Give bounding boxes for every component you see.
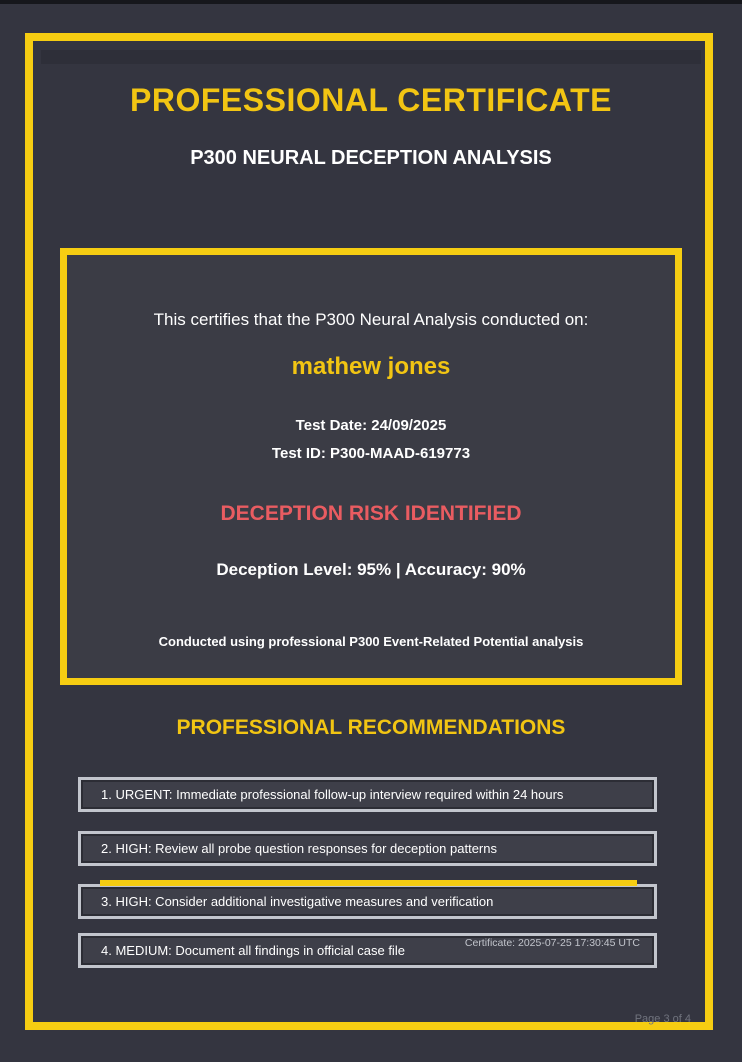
yellow-divider-strip xyxy=(100,880,637,886)
recommendation-item-1: 1. URGENT: Immediate professional follow-up interview required within 24 hours xyxy=(78,777,657,812)
certificate-timestamp: Certificate: 2025-07-25 17:30:45 UTC xyxy=(464,937,640,949)
recommendations-heading: PROFESSIONAL RECOMMENDATIONS xyxy=(176,716,566,739)
test-date-text: Test Date: 24/09/2025 xyxy=(295,417,447,434)
deception-metrics-text: Deception Level: 95% | Accuracy: 90% xyxy=(216,560,526,579)
test-id-text: Test ID: P300-MAAD-619773 xyxy=(271,445,471,462)
header-shade-band xyxy=(41,50,701,64)
certification-panel xyxy=(60,248,682,685)
recommendation-item-3: 3. HIGH: Consider additional investigative measures and verification xyxy=(78,884,657,919)
recommendation-item-2: 2. HIGH: Review all probe question responses for deception patterns xyxy=(78,831,657,866)
certificate-title: PROFESSIONAL CERTIFICATE xyxy=(130,82,612,118)
subject-name: mathew jones xyxy=(291,353,451,380)
top-edge-strip xyxy=(0,0,742,4)
deception-verdict-text: DECEPTION RISK IDENTIFIED xyxy=(220,502,522,525)
method-note-text: Conducted using professional P300 Event-Related Potential analysis xyxy=(158,634,584,649)
certification-intro-text: This certifies that the P300 Neural Analysis conducted on: xyxy=(153,310,589,329)
page-number: Page 3 of 4 xyxy=(634,1013,691,1025)
recommendation-item-4: 4. MEDIUM: Document all findings in official case file xyxy=(78,933,657,968)
certificate-subtitle: P300 NEURAL DECEPTION ANALYSIS xyxy=(190,147,552,169)
